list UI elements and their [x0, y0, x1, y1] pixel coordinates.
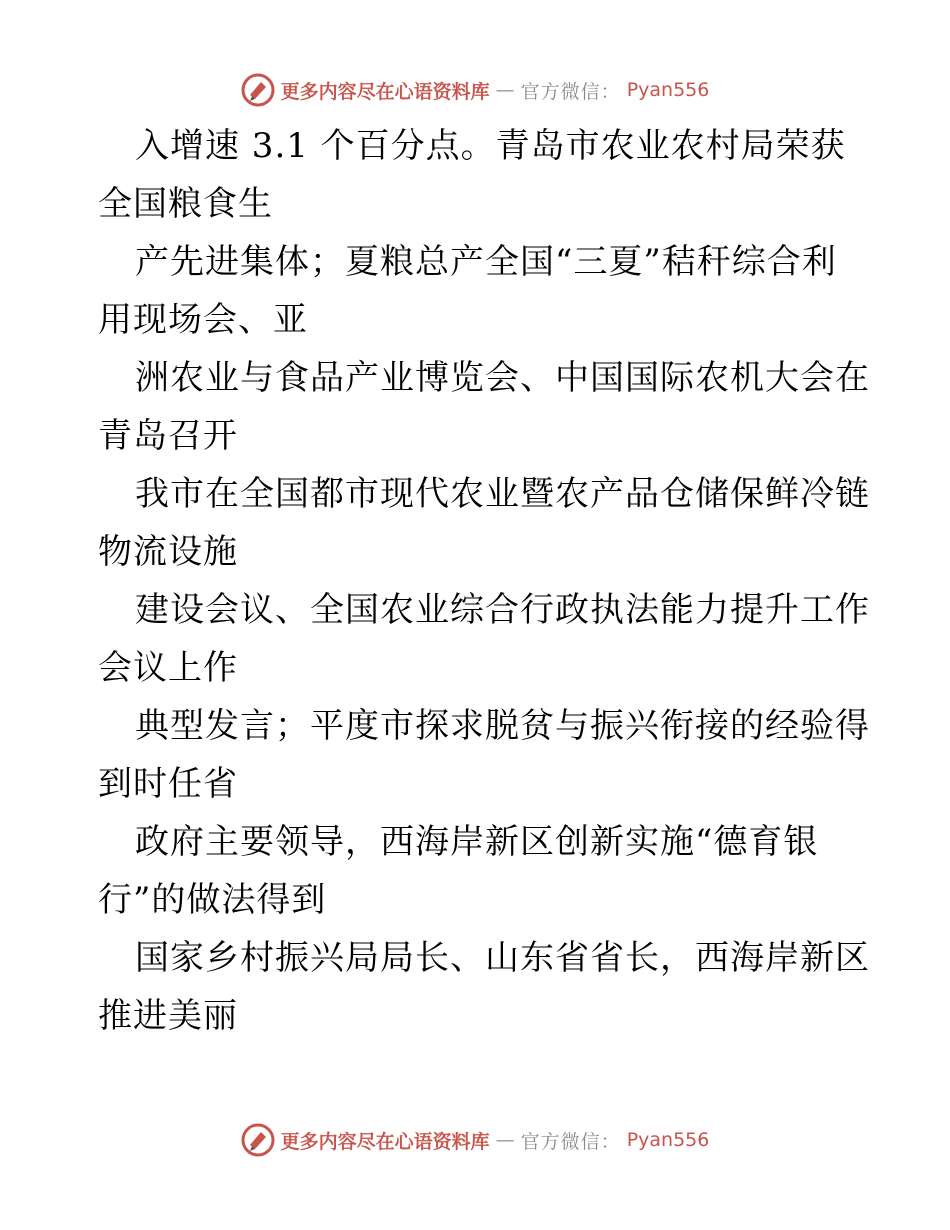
text-line: 行”的做法得到: [98, 880, 327, 920]
text-line: 推进美丽: [98, 996, 238, 1036]
banner-wechat-id: Pyan556: [626, 79, 710, 101]
text-line: 用现场会、亚: [98, 300, 308, 340]
banner-separator: —: [495, 1129, 515, 1151]
text-line: 物流设施: [98, 532, 238, 572]
document-body: [98, 117, 870, 1045]
text-line: 青岛召开: [98, 416, 238, 456]
brand-logo-icon: [241, 1123, 275, 1157]
banner-wechat-label: 官方微信：: [520, 80, 621, 103]
text-line: 到时任省: [98, 764, 238, 804]
header-watermark-banner: [0, 70, 950, 110]
banner-slogan: 更多内容尽在心语资料库: [280, 80, 490, 103]
banner-wechat-id: Pyan556: [626, 1129, 710, 1151]
brand-logo-icon: [241, 73, 275, 107]
text-line: 洲农业与食品产业博览会、中国国际农机大会在: [135, 358, 870, 398]
footer-watermark-banner: [0, 1120, 950, 1160]
banner-slogan: 更多内容尽在心语资料库: [280, 1130, 490, 1153]
text-line: 会议上作: [98, 648, 238, 688]
banner-wechat-label: 官方微信：: [520, 1130, 621, 1153]
text-line: 产先进集体；夏粮总产全国“三夏”秸秆综合利: [135, 242, 837, 282]
text-line: 全国粮食生: [98, 184, 273, 224]
text-line: 国家乡村振兴局局长、山东省省长，西海岸新区: [135, 938, 870, 978]
text-line: 我市在全国都市现代农业暨农产品仓储保鲜冷链: [135, 474, 870, 514]
text-line: 典型发言；平度市探求脱贫与振兴衔接的经验得: [135, 706, 870, 746]
text-line: 政府主要领导，西海岸新区创新实施“德育银: [135, 822, 819, 862]
text-line: 建设会议、全国农业综合行政执法能力提升工作: [135, 590, 870, 630]
banner-separator: —: [495, 79, 515, 101]
text-line: 入增速 3.1 个百分点。青岛市农业农村局荣获: [135, 126, 846, 166]
